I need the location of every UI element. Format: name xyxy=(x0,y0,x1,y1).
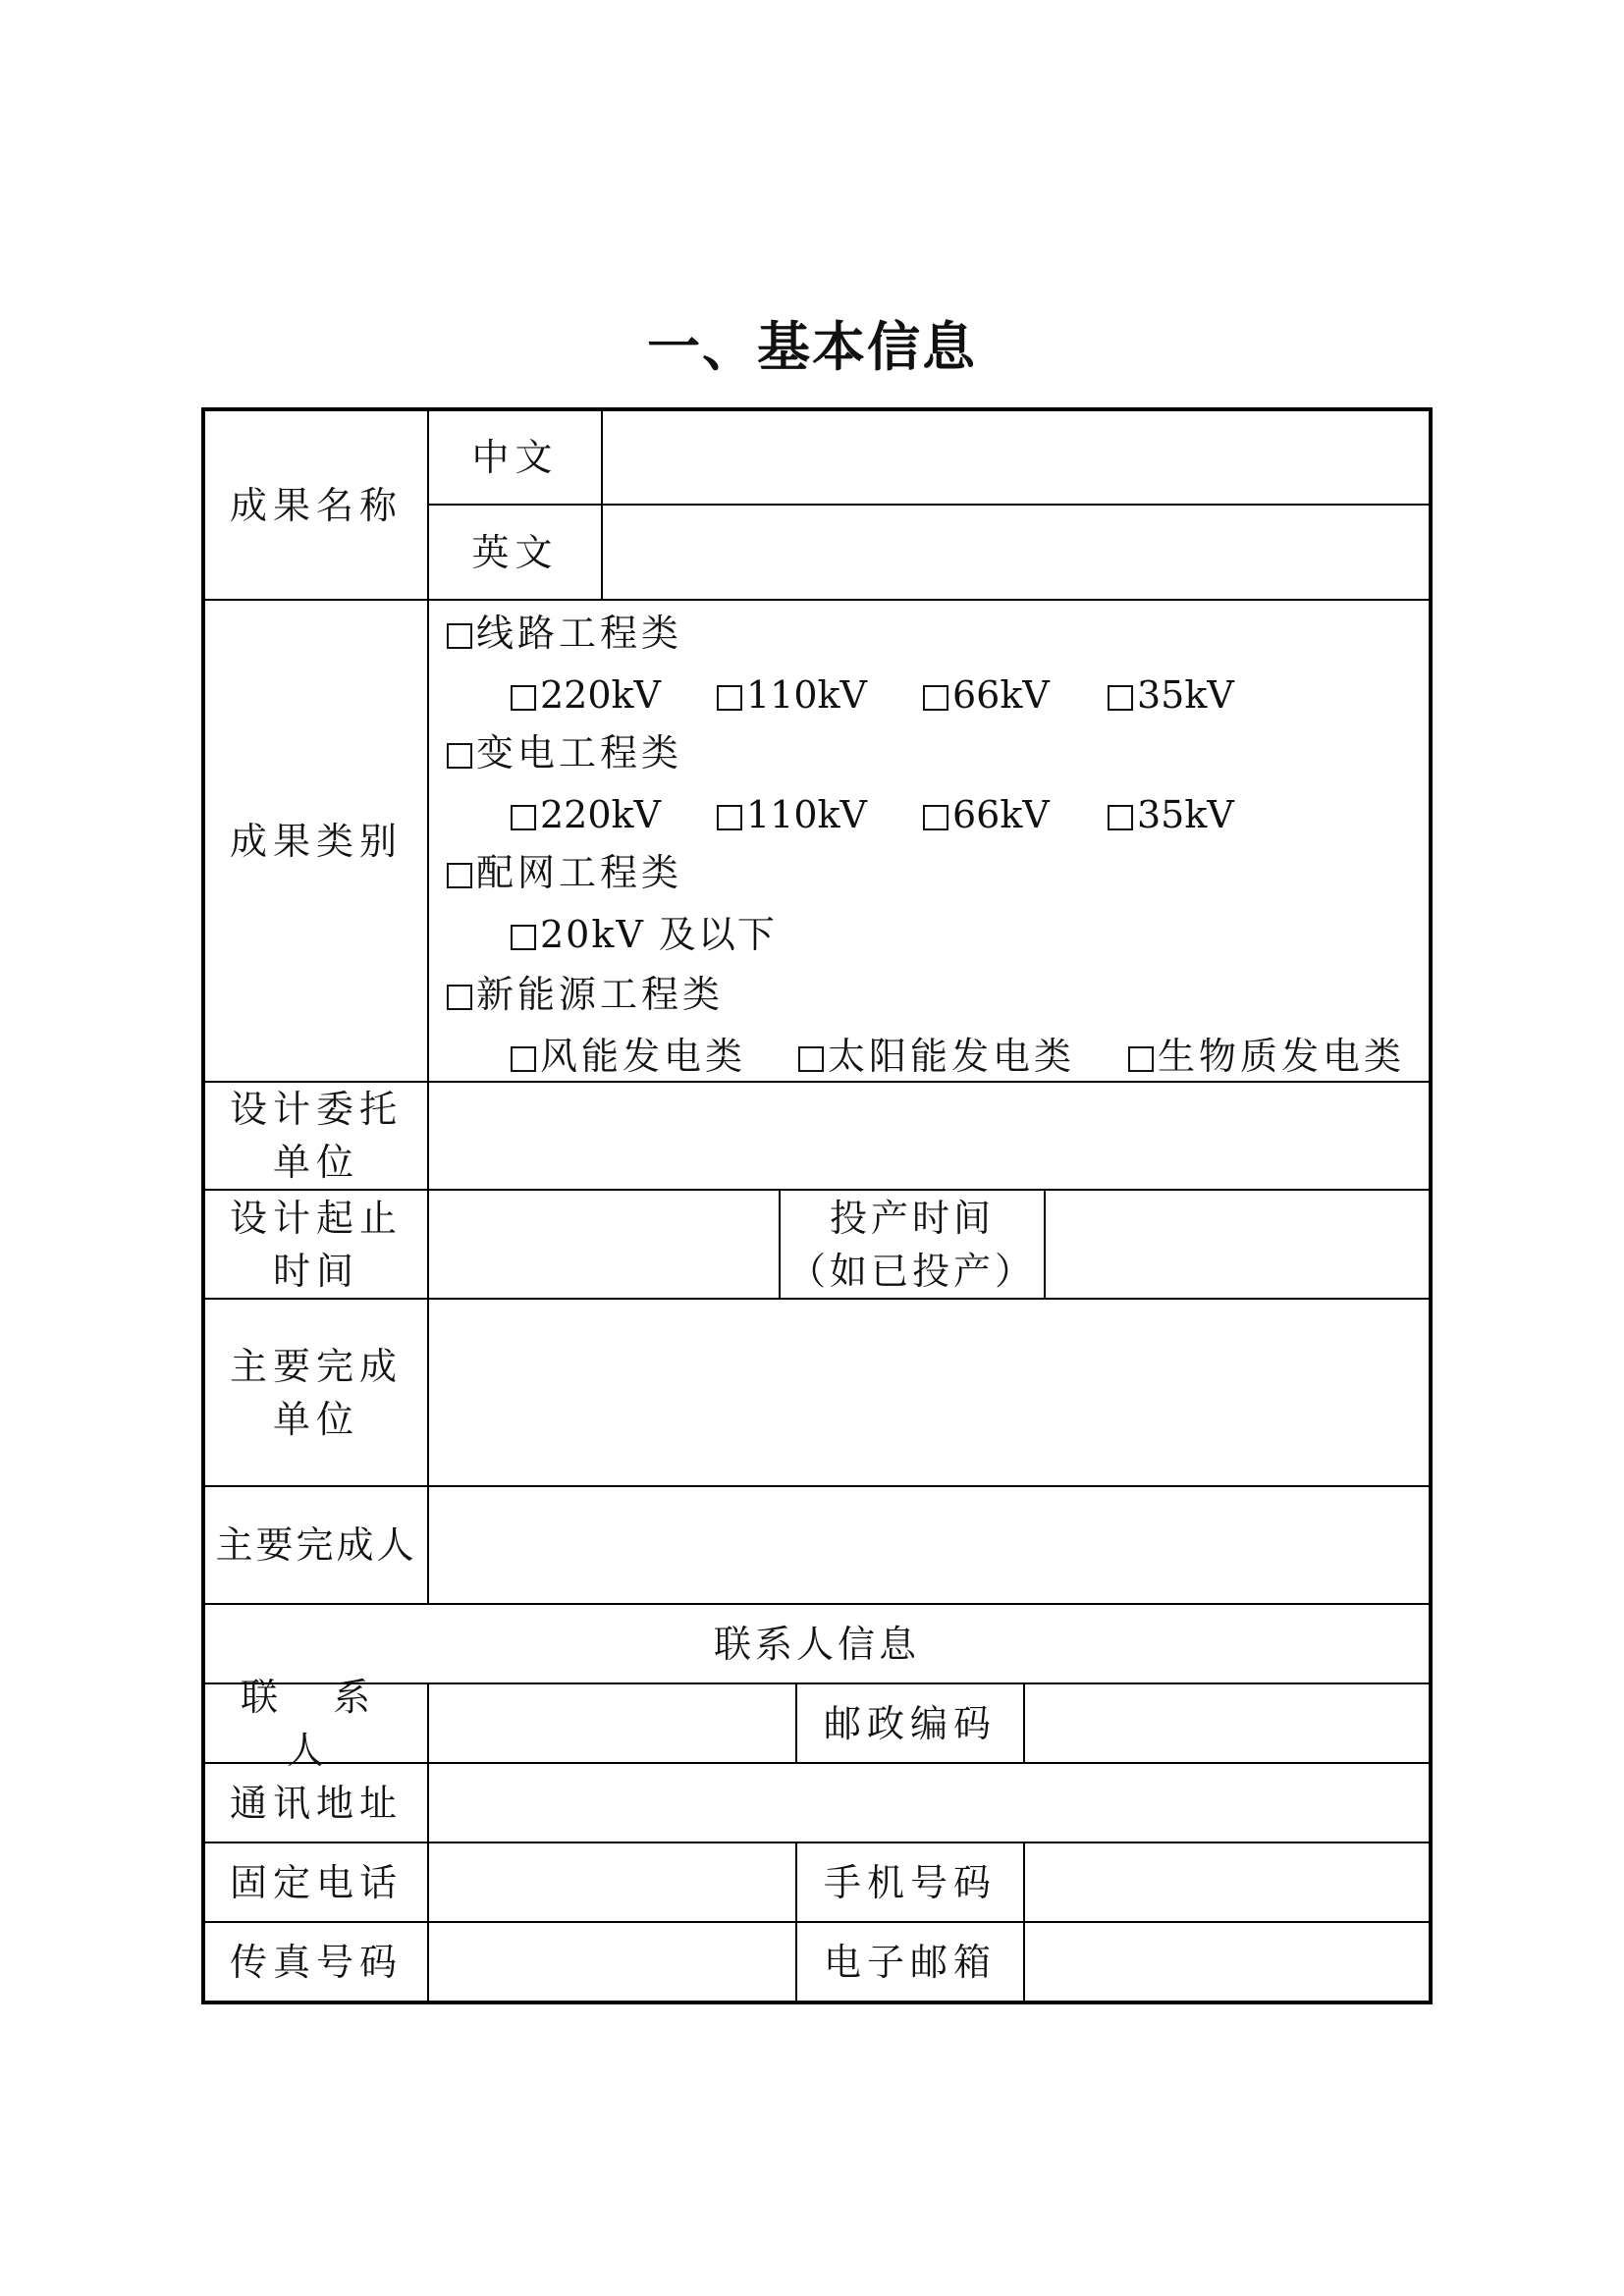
checkbox-icon[interactable] xyxy=(1108,685,1133,711)
checkbox-icon[interactable] xyxy=(511,805,536,830)
category-distribution-option[interactable] xyxy=(447,848,682,897)
checkbox-icon[interactable] xyxy=(1128,1046,1154,1072)
checkbox-icon[interactable] xyxy=(511,925,536,950)
page-title: 一、基本信息 xyxy=(647,316,977,378)
line-voltage-35[interactable] xyxy=(1108,670,1234,720)
table-border-bottom xyxy=(201,2001,1433,2004)
substation-voltage-35[interactable] xyxy=(1108,790,1234,839)
contact-person-label-text: 联 系 人 xyxy=(240,1675,393,1772)
substation-voltage-220[interactable] xyxy=(511,790,661,839)
achievement-name-label-text: 成果名称 xyxy=(229,483,403,527)
category-substation-option[interactable] xyxy=(447,728,682,777)
checkbox-icon[interactable] xyxy=(923,685,948,711)
fax-field[interactable] xyxy=(429,1923,795,2001)
email-label-text: 电子邮箱 xyxy=(823,1940,997,1984)
new-energy-option-text: 风能发电类 xyxy=(540,1035,747,1078)
voltage-text: 220kV xyxy=(540,673,661,717)
fax-label xyxy=(205,1923,427,2001)
operation-time-label xyxy=(781,1191,1044,1298)
design-period-label xyxy=(205,1191,427,1298)
new-energy-solar-option[interactable] xyxy=(798,1032,1075,1081)
checkbox-icon[interactable] xyxy=(923,805,948,830)
checkbox-icon[interactable] xyxy=(447,985,472,1010)
checkbox-icon[interactable] xyxy=(511,1046,536,1072)
category-distribution-text: 配网工程类 xyxy=(476,851,683,894)
checkbox-icon[interactable] xyxy=(1108,805,1133,830)
name-chinese-label-text: 中文 xyxy=(471,436,559,479)
address-label xyxy=(205,1764,427,1842)
main-unit-label-line2: 单位 xyxy=(272,1397,359,1441)
main-unit-field[interactable] xyxy=(429,1300,1429,1485)
landline-field[interactable] xyxy=(429,1843,795,1921)
category-label xyxy=(205,601,427,1081)
main-person-label xyxy=(205,1487,427,1603)
new-energy-wind-option[interactable] xyxy=(511,1032,746,1081)
table-border-right xyxy=(1429,407,1433,2004)
client-unit-label-line1: 设计委托 xyxy=(229,1088,403,1131)
client-unit-label xyxy=(205,1083,427,1189)
new-energy-biomass-option[interactable] xyxy=(1128,1032,1405,1081)
address-field[interactable] xyxy=(429,1764,1429,1842)
client-unit-field[interactable] xyxy=(429,1083,1429,1189)
name-chinese-label xyxy=(429,411,601,504)
landline-label-text: 固定电话 xyxy=(229,1860,403,1904)
contact-person-field[interactable] xyxy=(429,1684,795,1762)
design-period-label-line1: 设计起止 xyxy=(229,1196,403,1240)
name-chinese-field[interactable] xyxy=(603,411,1429,504)
name-english-field[interactable] xyxy=(603,506,1429,599)
achievement-name-label xyxy=(205,411,427,599)
contact-person-label xyxy=(205,1675,427,1772)
line-voltage-110[interactable] xyxy=(717,670,867,720)
name-english-label-text: 英文 xyxy=(471,530,559,574)
substation-voltage-110[interactable] xyxy=(717,790,867,839)
voltage-text: 66kV xyxy=(952,673,1050,717)
design-period-field[interactable] xyxy=(429,1191,779,1298)
main-person-field[interactable] xyxy=(429,1487,1429,1603)
mobile-label xyxy=(797,1843,1023,1921)
voltage-text: 35kV xyxy=(1137,673,1234,717)
address-label-text: 通讯地址 xyxy=(229,1781,403,1825)
postcode-field[interactable] xyxy=(1025,1684,1429,1762)
new-energy-option-text: 太阳能发电类 xyxy=(828,1035,1076,1078)
name-english-label xyxy=(429,506,601,599)
category-line-text: 线路工程类 xyxy=(476,612,683,655)
operation-time-field[interactable] xyxy=(1046,1191,1429,1298)
email-field[interactable] xyxy=(1025,1923,1429,2001)
voltage-text: 66kV xyxy=(952,793,1050,836)
category-new-energy-text: 新能源工程类 xyxy=(476,973,725,1016)
checkbox-icon[interactable] xyxy=(511,685,536,711)
checkbox-icon[interactable] xyxy=(717,685,742,711)
category-label-text: 成果类别 xyxy=(229,819,403,863)
operation-time-label-line1: 投产时间 xyxy=(829,1196,995,1240)
checkbox-icon[interactable] xyxy=(798,1046,824,1072)
design-period-label-line2: 时间 xyxy=(272,1249,359,1293)
mobile-label-text: 手机号码 xyxy=(823,1860,997,1904)
category-substation-text: 变电工程类 xyxy=(476,731,683,774)
category-line-option[interactable] xyxy=(447,609,682,658)
voltage-text: 35kV xyxy=(1137,793,1234,836)
substation-voltage-66[interactable] xyxy=(923,790,1050,839)
voltage-text: 110kV xyxy=(746,673,867,717)
email-label xyxy=(797,1923,1023,2001)
operation-time-label-line2: （如已投产） xyxy=(787,1249,1036,1293)
main-unit-label-line1: 主要完成 xyxy=(229,1344,403,1388)
main-unit-label xyxy=(205,1300,427,1485)
line-voltage-66[interactable] xyxy=(923,670,1050,720)
distribution-option-text: 20kV 及以下 xyxy=(540,913,777,956)
line-voltage-220[interactable] xyxy=(511,670,661,720)
checkbox-icon[interactable] xyxy=(447,863,472,888)
checkbox-icon[interactable] xyxy=(717,805,742,830)
voltage-text: 110kV xyxy=(746,793,867,836)
voltage-text: 220kV xyxy=(540,793,661,836)
client-unit-label-line2: 单位 xyxy=(272,1141,359,1184)
distribution-20kv-option[interactable] xyxy=(511,910,777,959)
postcode-label-text: 邮政编码 xyxy=(823,1701,997,1745)
new-energy-option-text: 生物质发电类 xyxy=(1158,1035,1406,1078)
contact-section-heading-text: 联系人信息 xyxy=(713,1622,920,1666)
mobile-field[interactable] xyxy=(1025,1843,1429,1921)
checkbox-icon[interactable] xyxy=(447,623,472,649)
main-person-label-text: 主要完成人 xyxy=(215,1523,417,1567)
postcode-label xyxy=(797,1684,1023,1762)
category-new-energy-option[interactable] xyxy=(447,970,724,1019)
landline-label xyxy=(205,1843,427,1921)
checkbox-icon[interactable] xyxy=(447,743,472,769)
fax-label-text: 传真号码 xyxy=(229,1940,403,1984)
